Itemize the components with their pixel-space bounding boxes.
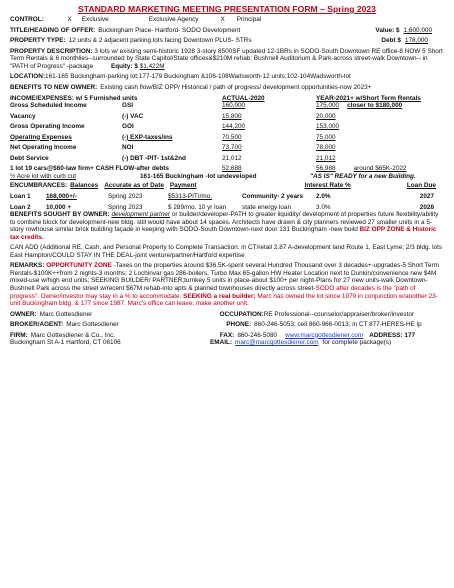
location-value: 161-165 Buckingham-parking lot;177-179 Buckingham &106-108Wadsworth-12 units;102-104Wadsworth-lot [45, 73, 351, 81]
cashflow-actual: 52,688 [222, 165, 242, 173]
row-actual: 70,500 [222, 133, 242, 141]
description-text: 3 lots w/ existing semi-historic 1928 3-story 8500SF updated 12-1BRs in SODO-South Downtown RE office-8 NOW 5 Short Term Rentals & 6 monthlies--surrounded by State Capitol/State offices&$210M rehab: Bushnell Auditorium & Park-across street-walk Downtown-- in "PATH of Progress" -package [10, 47, 443, 70]
year-column-header: YEAR-2021+ w/Short Term Rentals [316, 94, 421, 102]
can-add-text: CAN ADD (Additional RE, Cash, and Personal Property to Complete Transaction: in CT/retail 2.87 A-development land Route 1, East Lyme; 2/3 bldg. lots East Hampton/COULD STAY IN THE DEAL-joint venture/partner/Hartford expertise [10, 244, 443, 259]
row-code: (-) EXP-taxes/ins [122, 133, 173, 141]
loan-date: Spring 2023 [108, 192, 143, 200]
row-year: 153,000 [316, 123, 340, 131]
control-exclusive-agency: Exclusive Agency [148, 16, 199, 24]
encumbrances-header [10, 182, 444, 190]
row-code: GSI [122, 102, 134, 110]
footer-suffix: for complete package(s) [322, 339, 392, 347]
row-label: Debt Service [10, 154, 49, 162]
row-label: Net Operating Income [10, 144, 77, 152]
email-link[interactable]: marc@marcgottesdiener.com [235, 339, 319, 347]
benefits-owner-row [10, 84, 444, 92]
benefits-sought-highlight: BIZ OPP ZONE & Historic tax credits. [10, 226, 437, 241]
row-year: 175,000 [316, 102, 340, 110]
row-actual: 21,012 [222, 154, 242, 162]
benefits-owner-value: Existing cash flow/BIZ OPP/ Historical / path of progress/ development opportunities-now 2023+ [100, 83, 372, 91]
row-code: GOI [122, 123, 134, 131]
type-label: PROPERTY TYPE: [10, 37, 66, 45]
control-principal-mark: X [220, 16, 225, 24]
payment-header: Payment [169, 182, 197, 190]
financial-row [10, 144, 444, 152]
loans-table [10, 193, 444, 211]
location-row [10, 73, 444, 81]
loan-date: Spring 2023 [108, 203, 143, 211]
control-label: CONTROL: [10, 16, 44, 24]
remarks-red-3: Marc has owned the lot since 1979 in conjunction w/another 23-unit Buckingham bldg. & 177 since 1987. Marc's office can leave; make another unit. [10, 292, 438, 308]
website-link[interactable]: www.marcgottesdiener.com [285, 331, 364, 339]
loan-rate: 2.0% [316, 192, 331, 200]
owner-row [10, 311, 444, 319]
loan-due: 2026 [419, 203, 434, 211]
financials-header-label: INCOME/EXPENSES: w/ 5 Furnished units [10, 94, 138, 102]
financial-row [10, 134, 444, 142]
loan-community: Community- 2 years [242, 192, 304, 200]
owner-label: OWNER: [10, 310, 37, 318]
loan-payment: $5313-PITI/mo. [168, 192, 213, 200]
row-year: 21,012 [316, 154, 336, 162]
encumbrances-label: ENCUMBRANCES: [10, 182, 68, 190]
financials-header [10, 95, 444, 103]
description-block [10, 48, 444, 71]
loan-name: Loan 1 [10, 192, 31, 200]
debt-amount: 178,000 [404, 37, 428, 45]
cashflow-year: 56,988 [316, 165, 336, 173]
phone-label: PHONE: [226, 321, 252, 329]
balances-header: Balances [70, 182, 99, 190]
benefits-sought-text: or builder/developer-PATH to greater liquidity/ development of properties future flexibility/ability to combine block for development-new bldg. still would have about 14 spaces. Architects have drawn & city planners reviewed 27 smaller units in a 5-story rowhouse similar brick building façade in keeping with SODO-South Downtown-next door 131 Buckingham -new build [10, 211, 439, 234]
owner-value: Marc Gottesdiener [39, 310, 93, 318]
equity-label: Equity: $ [110, 62, 138, 70]
control-principal: Principal [236, 16, 262, 24]
benefits-sought-block [10, 211, 444, 241]
page-title: STANDARD MARKETING MEETING PRESENTATION FORM – Spring 2023 [78, 4, 376, 14]
remarks-red-1: SODO after decades is the "path of progress". Owner/investor may stay in a % to accommodate. [10, 285, 416, 300]
control-exclusive: Exclusive [81, 16, 109, 24]
debt-label: Debt $ [381, 37, 401, 45]
description-label: PROPERTY DESCRIPTION: [10, 47, 93, 55]
value-label: Value: $ [375, 26, 400, 34]
row-year: 78,000 [316, 144, 336, 152]
address-label: ADDRESS: 177 [369, 331, 416, 339]
financial-row [10, 155, 444, 163]
financial-row [10, 113, 444, 121]
financial-row [10, 102, 444, 110]
row-label: Gross Operating Income [10, 123, 85, 131]
row-actual: 144,200 [222, 123, 246, 131]
remarks-red-2: SEEKING a real builder; [181, 292, 256, 300]
actual-column-header: ACTUAL-2020 [222, 94, 265, 102]
firm-value: Marc Gottesdiener & Co., Inc. [30, 331, 115, 339]
value-amount: 1,600,000 [403, 26, 432, 34]
firm-row [10, 332, 444, 340]
curb-label: ½ Acre lot with curb cut [10, 172, 77, 180]
row-code: (-) DBT -PIT- 1st&2nd [122, 154, 186, 162]
fax-value: 860-246-5080 [237, 331, 278, 339]
remarks-block [10, 262, 444, 307]
broker-value: Marc Gottesdiener [66, 321, 119, 329]
row-actual: 73,700 [222, 144, 242, 152]
row-extra: closer to $180,000 [347, 102, 403, 110]
curb-row [10, 173, 444, 181]
control-row [10, 16, 444, 24]
type-value: 12 units & 2 adjacent parking lots facing Downtown PLUS- STRs [68, 37, 252, 45]
loan-due: 2027 [419, 192, 434, 200]
footer-address: Buckingham St A-1 Hartford, CT 06106 [10, 339, 121, 347]
cashflow-label: 1 lot 19 cars@$60-law firm+ CASH FLOW-after debts [10, 165, 169, 173]
financials-table [10, 95, 444, 181]
occupation-value: RE Professional--counselor/appraiser/broker/investor [263, 310, 415, 318]
loan-payment: $ 289/mo. 10 yr loan [168, 203, 227, 211]
row-actual: 160,000 [222, 102, 246, 110]
loan-name: Loan 2 [10, 203, 31, 211]
loan-amount: 10,000 + [46, 203, 72, 211]
loan-rate: 3.0% [316, 203, 331, 211]
opportunity-zone: OPPORTUNITY ZONE [46, 262, 112, 270]
occupation-label: OCCUPATION: [219, 310, 264, 318]
can-add-block [10, 244, 444, 259]
control-exclusive-mark: X [67, 16, 72, 24]
row-label: Operating Expenses [10, 133, 72, 141]
equity-amount: $1,422M [139, 62, 165, 70]
remarks-text: -Taxes on the properties around $36.5K-spent several Hundred Thousand over 3 decades+-upgrades-5 Short Term Rentals-$100K++from 2 nights-3 months; 2 Lochinvar gas 286-boilers, Turbo Max 65-gallon HW Heater Location next to Dunkin/convenience new $4M mixed-use w/high end units; SEEKING BUILDER/ PARTNER;turnkey 5 units in place-about $100+ per night-Plans for 27 new units-walk Downtown-Bushnell Park across the street w/recent $67M rehab-into apts & planned townhouses directly across street- [10, 262, 439, 292]
benefits-sought-lead: development partner [111, 211, 171, 219]
type-row [10, 37, 444, 45]
broker-row [10, 321, 444, 329]
loan-row [10, 193, 444, 201]
phone-value: 860-246-5053; cell 860-966-0013; in CT 877-HERES-HE lp [254, 321, 422, 329]
loan-row [10, 204, 444, 212]
offer-label: TITLE/HEADING OF OFFER: [10, 26, 96, 34]
row-actual: 15,800 [222, 112, 242, 120]
cashflow-row [10, 165, 444, 173]
row-code: (-) VAC [122, 112, 144, 120]
financial-row [10, 123, 444, 131]
location-label: LOCATION: [10, 73, 46, 81]
loan-community: state energy loan [242, 203, 292, 211]
offer-value: Buckingham Place- Hartford- SODO Development [98, 26, 241, 34]
fax-label: FAX: [219, 331, 235, 339]
benefits-owner-label: BENEFITS TO NEW OWNER: [10, 83, 98, 91]
loan-due-header: Loan Due [406, 182, 436, 190]
curb-note: "AS IS" READY for a new Building. [310, 172, 416, 180]
benefits-sought-label: BENEFITS SOUGHT BY OWNER: [10, 211, 110, 219]
row-year: 20,000 [316, 112, 336, 120]
remarks-label: REMARKS: [10, 262, 45, 270]
loan-amount: 168,000+/- [46, 192, 77, 200]
row-label: Vacancy [10, 112, 36, 120]
firm-label: FIRM: [10, 331, 28, 339]
row-code: NOI [122, 144, 134, 152]
row-year: 75,000 [316, 133, 336, 141]
interest-header: Interest Rate % [304, 182, 351, 190]
footer-row [10, 339, 444, 347]
broker-label: BROKER/AGENT: [10, 321, 64, 329]
cashflow-extra: around $65K-2022 [353, 165, 407, 173]
row-label: Gross Scheduled Income [10, 102, 87, 110]
offer-row [10, 27, 444, 35]
curb-address: 161-165 Buckingham -lot undeveloped [140, 172, 257, 180]
accurate-date-header: Accurate as of Date [104, 182, 164, 190]
email-label: EMAIL: [210, 339, 233, 347]
